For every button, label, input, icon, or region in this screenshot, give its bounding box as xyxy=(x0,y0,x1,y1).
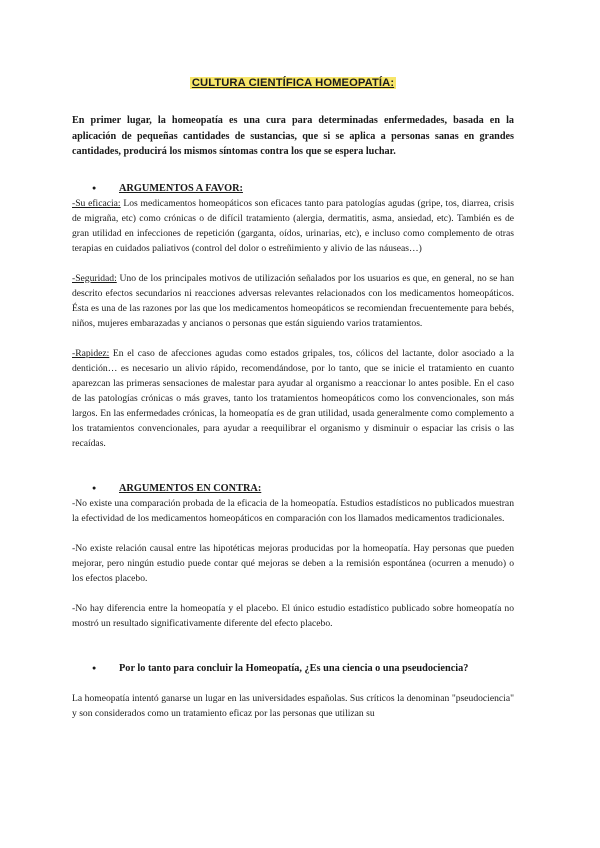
spacer xyxy=(72,676,514,691)
conclusion-heading xyxy=(72,661,514,676)
contra-heading-text: ARGUMENTOS EN CONTRA: xyxy=(119,482,262,494)
bullet-icon: ● xyxy=(92,663,97,672)
spacer xyxy=(72,586,514,601)
rapidez-text: En el caso de afecciones agudas como estados gripales, tos, cólicos del lactante, dolor asociado a la dentición… es necesario un alivio rápido, recomendándose, por lo tanto, que se inicie el tratamiento en cuanto aparezcan las primeras sensaciones de malestar para ayudar al organismo a reaccionar lo antes posible. En el caso de las patologías crónicas o más graves, tanto los tratamientos homeopáticos como los convencionales, son más largos. En las enfermedades crónicas, la homeopatía es de gran utilidad, usada generalmente como complemento a los tratamientos convencionales, para ayudar a reequilibrar el organismo y disminuir o espaciar las crisis o las recaídas. xyxy=(72,347,514,449)
eficacia-paragraph xyxy=(72,196,514,256)
eficacia-text: Los medicamentos homeopáticos son eficaces tanto para patologías agudas (gripe, tos, diarrea, crisis de migraña, etc) como crónicas o de difícil tratamiento (alergia, dermatitis, asma, ansiedad, etc). También es de gran utilidad en infecciones de repetición (garganta, oídos, urinarias, etc), e incluso como complemento de otras terapias en cuidados paliativos (control del dolor o estreñimiento y alivio de las náuseas…) xyxy=(72,197,514,254)
spacer xyxy=(72,160,514,181)
document-title: CULTURA CIENTÍFICA HOMEOPATÍA: xyxy=(191,77,395,89)
contra-paragraph-1: -No existe una comparación probada de la eficacia de la homeopatía. Estudios estadísticos no publicados muestran la efectividad de los medicamentos homeopáticos en comparación con los llamados medicamentos tradicionales. xyxy=(72,497,514,524)
intro-paragraph: En primer lugar, la homeopatía es una cura para determinadas enfermedades, basada en la aplicación de pequeñas cantidades de sustancias, que si se aplica a personas sanas en grandes cantidades, producirá los mismos síntomas contra los que se espera luchar. xyxy=(72,115,514,157)
spacer xyxy=(72,451,514,481)
title-container xyxy=(72,0,514,91)
seguridad-paragraph xyxy=(72,271,514,331)
spacer xyxy=(72,631,514,661)
rapidez-label: -Rapidez: xyxy=(72,347,110,359)
eficacia-label: -Su eficacia: xyxy=(72,197,121,209)
favor-heading xyxy=(72,181,514,196)
rapidez-paragraph xyxy=(72,346,514,451)
seguridad-text: Uno de los principales motivos de utilización señalados por los usuarios es que, en general, no se han descrito efectos secundarios ni reacciones adversas relevantes relacionados con los medicamentos homeopáticos. Ésta es una de las razones por las que los medicamentos homeopáticos se recomiendan frecuentemente para bebés, niños, mujeres embarazadas y ancianos o personas que están siguiendo varios tratamientos. xyxy=(72,272,514,329)
bullet-icon: ● xyxy=(92,483,97,492)
seguridad-label: -Seguridad: xyxy=(72,272,117,284)
spacer xyxy=(72,256,514,271)
contra-paragraph-2: -No existe relación causal entre las hipotéticas mejoras producidas por la homeopatía. Hay personas que pueden mejorar, pero ningún estudio puede contar qué mejoras se deben a la remisión espontánea (ocurren a menudo) o los efectos placebo. xyxy=(72,542,514,584)
spacer xyxy=(72,331,514,346)
conclusion-heading-text: Por lo tanto para concluir la Homeopatía, ¿Es una ciencia o una pseudociencia? xyxy=(119,662,469,674)
conclusion-paragraph: La homeopatía intentó ganarse un lugar en las universidades españolas. Sus críticos la denominan "pseudociencia" y son considerados como un tratamiento eficaz por las personas que utilizan su xyxy=(72,692,514,719)
contra-heading xyxy=(72,481,514,496)
contra-paragraph-3: -No hay diferencia entre la homeopatía y el placebo. El único estudio estadístico publicado sobre homeopatía no mostró un resultado significativamente diferente del efecto placebo. xyxy=(72,602,514,629)
bullet-icon: ● xyxy=(92,183,97,192)
spacer xyxy=(72,526,514,541)
favor-heading-text: ARGUMENTOS A FAVOR: xyxy=(119,182,243,194)
